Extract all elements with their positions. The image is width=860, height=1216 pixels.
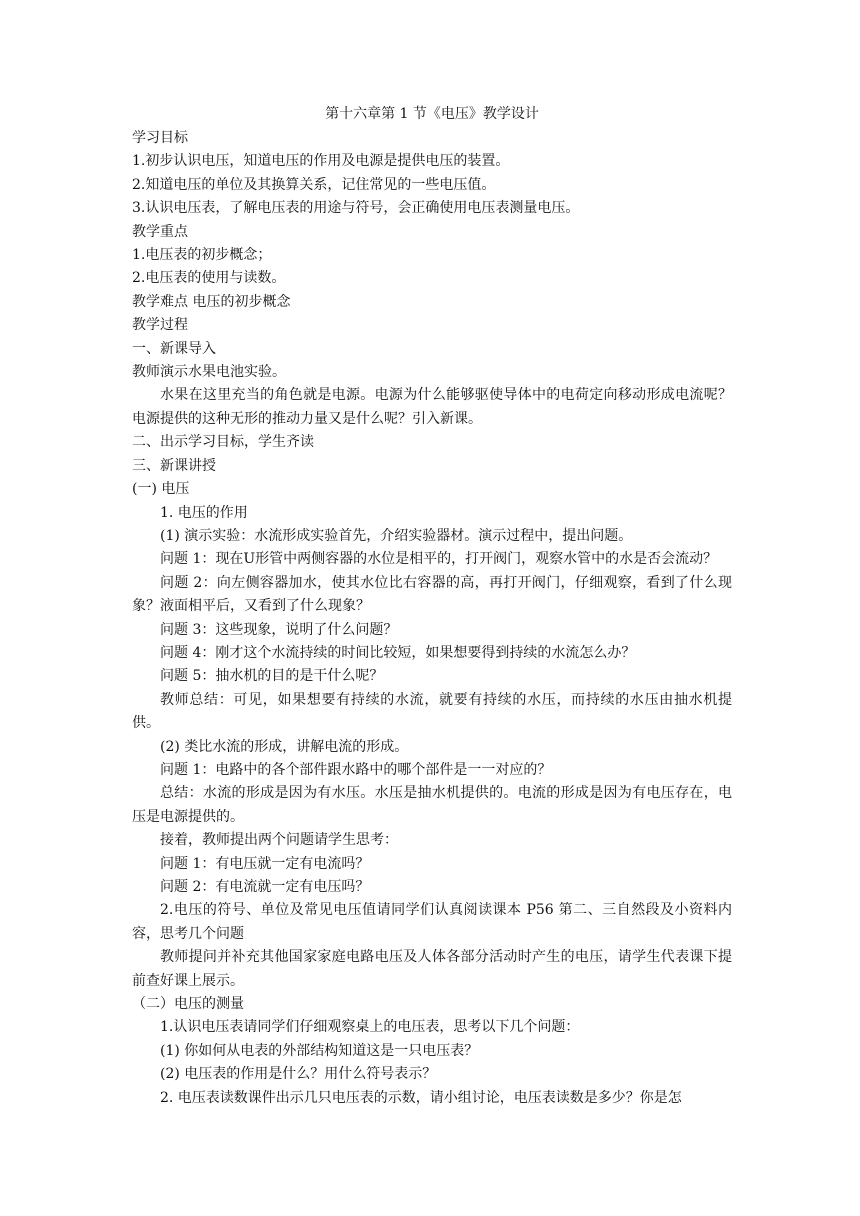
section-heading-difficulty: 教学难点 电压的初步概念	[132, 293, 291, 310]
question-item: 问题 5：抽水机的目的是干什么呢？	[160, 668, 384, 685]
objective-item: 1.初步认识电压，知道电压的作用及电源是提供电压的装置。	[132, 153, 510, 170]
section-heading-key-points: 教学重点	[132, 223, 188, 240]
section-heading-objectives: 学习目标	[132, 130, 188, 146]
question-item: 问题 4：刚才这个水流持续的时间比较短，如果想要得到持续的水流怎么办？	[160, 644, 636, 661]
paragraph: (2) 类比水流的形成，讲解电流的形成。	[160, 738, 409, 755]
objective-item: 3.认识电压表，了解电压表的用途与符号，会正确使用电压表测量电压。	[132, 200, 580, 217]
key-point-item: 2.电压表的使用与读数。	[132, 270, 286, 287]
paragraph: 1. 电压的作用	[160, 504, 248, 521]
paragraph: 教师演示水果电池实验。	[132, 364, 286, 381]
subsection-heading: 二、出示学习目标，学生齐读	[132, 434, 314, 451]
question-item: 问题 3：这些现象，说明了什么问题？	[160, 621, 398, 638]
subsection-heading: 一、新课导入	[132, 340, 216, 357]
question-item: (2) 电压表的作用是什么？用什么符号表示？	[160, 1066, 437, 1083]
paragraph: 水果在这里充当的角色就是电源。电源为什么能够驱使导体中的电荷定向移动形成电流呢？电源提供的这种无形的推动力量又是什么呢？引入新课。	[132, 387, 732, 427]
paragraph: 2.电压的符号、单位及常见电压值请同学们认真阅读课本 P56 第二、三自然段及小资料内容，思考几个问题	[132, 902, 732, 942]
question-item: 问题 1：电路中的各个部件跟水路中的哪个部件是一一对应的？	[160, 761, 552, 778]
document-title: 第十六章第 1 节《电压》教学设计	[325, 106, 539, 122]
paragraph: 1.认识电压表请同学们仔细观察桌上的电压表，思考以下几个问题：	[160, 1019, 580, 1036]
paragraph: (1) 演示实验：水流形成实验首先，介绍实验器材。演示过程中，提出问题。	[160, 527, 633, 544]
section-heading-process: 教学过程	[132, 317, 188, 334]
objective-item: 2.知道电压的单位及其换算关系，记住常见的一些电压值。	[132, 176, 496, 193]
paragraph: 教师提问并补充其他国家家庭电路电压及人体各部分活动时产生的电压，请学生代表课下提前查好课上展示。	[132, 949, 732, 989]
question-item: (1) 你如何从电表的外部结构知道这是一只电压表？	[160, 1042, 479, 1059]
subsection-heading: (一) 电压	[132, 481, 190, 498]
paragraph: 接着，教师提出两个问题请学生思考：	[160, 832, 398, 849]
paragraph: 教师总结：可见，如果想要有持续的水流，就要有持续的水压，而持续的水压由抽水机提供。	[132, 691, 732, 732]
question-item: 问题 1：有电压就一定有电流吗？	[160, 855, 370, 872]
paragraph: 总结：水流的形成是因为有水压。水压是抽水机提供的。电流的形成是因为有电压存在，电压是电源提供的。	[132, 785, 732, 825]
question-item: 问题 2：向左侧容器加水，使其水位比右容器的高，再打开阀门，仔细观察，看到了什么现象？液面相平后，又看到了什么现象？	[132, 574, 732, 615]
document-body	[132, 101, 732, 1110]
key-point-item: 1.电压表的初步概念；	[132, 247, 272, 264]
subsection-heading: （二）电压的测量	[132, 996, 244, 1013]
question-item: 问题 1：现在U形管中两侧容器的水位是相平的，打开阀门，观察水管中的水是否会流动？	[160, 551, 718, 568]
subsection-heading: 三、新课讲授	[132, 457, 216, 474]
paragraph: 2. 电压表读数课件出示几只电压表的示数，请小组讨论，电压表读数是多少？你是怎	[160, 1089, 682, 1106]
question-item: 问题 2：有电流就一定有电压吗？	[160, 879, 370, 895]
